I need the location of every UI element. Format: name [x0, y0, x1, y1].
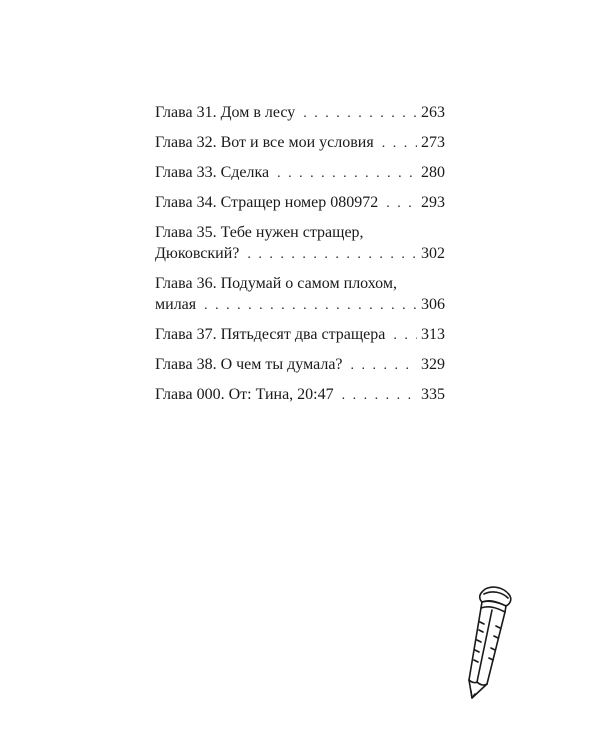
dot-leader [204, 295, 417, 316]
toc-entry-31[interactable] [155, 102, 445, 124]
toc-entry-35[interactable] [155, 222, 445, 265]
toc-entry-title: Глава 34. Стращер номер 080972 [155, 194, 379, 211]
pencil-icon [458, 582, 520, 704]
dot-leader [386, 193, 417, 214]
toc-entry-38[interactable] [155, 354, 445, 376]
toc-page-number: 335 [421, 386, 445, 403]
toc-page-number: 293 [421, 194, 445, 211]
toc-page-number: 273 [421, 134, 445, 151]
table-of-contents [155, 102, 445, 414]
dot-leader [351, 355, 417, 376]
toc-entry-title: Глава 35. Тебе нужен стращер, [155, 224, 364, 241]
toc-entry-title: Глава 37. Пятьдесят два стращера [155, 326, 386, 343]
toc-page-number: 313 [421, 326, 445, 343]
toc-entry-32[interactable] [155, 132, 445, 154]
toc-page-number: 329 [421, 356, 445, 373]
toc-entry-title: Глава 33. Сделка [155, 164, 270, 181]
toc-entry-33[interactable] [155, 162, 445, 184]
dot-leader [393, 325, 417, 346]
toc-page-number: 306 [421, 296, 445, 313]
toc-entry-title: Глава 36. Подумай о самом плохом, [155, 275, 397, 292]
dot-leader [303, 103, 417, 124]
toc-entry-title-continued: Дюковский? [155, 245, 240, 262]
toc-entry-36[interactable] [155, 273, 445, 316]
toc-page-number: 280 [421, 164, 445, 181]
toc-entry-title: Глава 38. О чем ты думала? [155, 356, 343, 373]
toc-entry-title: Глава 000. От: Тина, 20:47 [155, 386, 334, 403]
toc-entry-34[interactable] [155, 192, 445, 214]
toc-page-number: 302 [421, 245, 445, 262]
dot-leader [277, 163, 417, 184]
toc-entry-37[interactable] [155, 324, 445, 346]
toc-entry-title-continued: милая [155, 296, 197, 313]
toc-entry-000[interactable] [155, 384, 445, 406]
toc-entry-title: Глава 32. Вот и все мои условия [155, 134, 374, 151]
dot-leader [342, 385, 417, 406]
dot-leader [247, 244, 417, 265]
toc-page-number: 263 [421, 104, 445, 121]
toc-entry-title: Глава 31. Дом в лесу [155, 104, 296, 121]
dot-leader [382, 133, 417, 154]
